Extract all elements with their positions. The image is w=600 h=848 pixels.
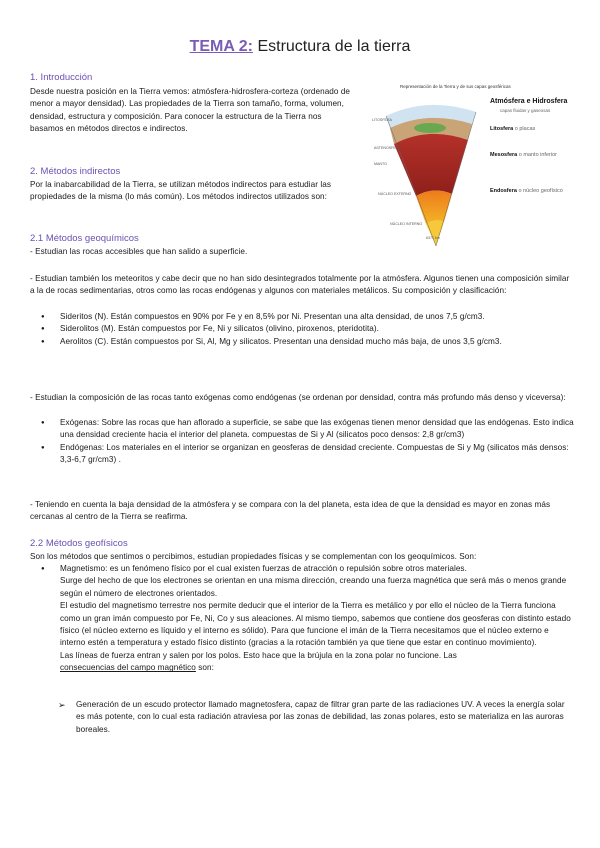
earth-wedge-illustration xyxy=(368,90,488,252)
geophys-paragraph-1: Son los métodos que sentimos o percibimos, estudian propiedades físicas y se complementan con los geoquímicos. Son: xyxy=(30,552,477,561)
label-litosfera-small: LITOSFERA xyxy=(372,118,392,122)
label-radius-small: 6371 km xyxy=(426,236,440,240)
magnetism-line-1: ● Magnetismo: es un fenómeno físico por el cual existen fuerzas de atracción o repulsión sobre otros materiales. xyxy=(60,564,467,573)
section-heading-indirect: 2. Métodos indirectos xyxy=(30,166,121,177)
inner-core-layer xyxy=(426,220,444,246)
geophys-list xyxy=(30,563,575,675)
geochem-paragraph-1: - Estudian las rocas accesibles que han salido a superficie. xyxy=(30,247,248,256)
list-item: ➢ Generación de un escudo protector llamado magnetosfera, capaz de filtrar gran parte de las radiaciones UV. A veces la energía solar es más potente, con lo cual esta radiación atraviesa por las zonas de debilidad, las zonas polares, esto se materializa en las auroras boreales. xyxy=(30,699,575,736)
magnetism-line-3: El estudio del magnetismo terrestre nos permite deducir que el interior de la Tierra es metálico y por ello el núcleo de la Tierra funciona como un gran imán compuesto por Fe, Ni, Co y sus aleaciones. Al mismo tiempo, sabemos que contiene dos geosferas con distinto estado físico (el núcleo externo es líquido y el interno es sólido). Para que funcione el imán de la Tierra necesitamos que el núcleo externo e interno estén a temperatura y estado físico distinto (gracias a la rotación también ya que tiene que estar en continuo movimiento). xyxy=(60,601,571,648)
label-litosfera: Litosfera o placas xyxy=(490,126,536,132)
list-item: ● Exógenas: Sobre las rocas que han aflorado a superficie, se sabe que las exógenas tienen menor densidad que las endógenas. Esto indica una densidad creciente hacia el interior del planeta. compuestas de Si y Al (silicatos poco densos: 2,8 gr/cm3) xyxy=(30,417,575,442)
list-item: ● Sideritos (N). Están compuestos en 90% por Fe y en 8,5% por Ni. Presentan una alta densidad, de unos 7,5 g/cm3. xyxy=(30,311,575,323)
label-endosfera: Endosfera o núcleo geofísico xyxy=(490,188,563,194)
geochem-paragraph-4: - Teniendo en cuenta la baja densidad de la atmósfera y se compara con la del planeta, esta idea de que la densidad es mayor en zonas más cercanas al centro de la Tierra se reafirma. xyxy=(30,500,551,522)
continent-shape xyxy=(414,123,446,133)
list-item: ● Siderolitos (M). Están compuestos por Fe, Ni y silicatos (olivino, piroxenos, pteridotita). xyxy=(30,323,575,335)
list-item: ● Aerolitos (C). Están compuestos por Si, Al, Mg y silicatos. Presentan una densidad mucho más baja, de unos 3,5 g/cm3. xyxy=(30,336,575,348)
figure-caption: Representación de la Tierra y de sus capas geosféricas xyxy=(400,84,511,89)
label-mesosfera: Mesosfera o manto inferior xyxy=(490,152,557,158)
meteorite-list xyxy=(30,311,575,348)
section-heading-geophys: 2.2 Métodos geofísicos xyxy=(30,538,128,549)
earth-structure-figure xyxy=(368,84,578,246)
section-heading-intro: 1. Introducción xyxy=(30,72,93,83)
label-manto-small: MANTO xyxy=(374,162,387,166)
indirect-paragraph: Por la inabarcabilidad de la Tierra, se utilizan métodos indirectos para estudiar las propiedades de la misma (lo más común). Los métodos indirectos utilizados son: xyxy=(30,180,331,202)
rock-list xyxy=(30,417,575,467)
outer-core-layer xyxy=(416,190,452,224)
consequences-underlined: consecuencias del campo magnético xyxy=(60,663,196,673)
geochem-paragraph-3: - Estudian la composición de las rocas tanto exógenas como endógenas (se ordenan por densidad, contra más profundo más denso y viceversa): xyxy=(30,393,566,402)
title-prefix: TEMA 2: xyxy=(189,38,253,55)
label-astenosfera-small: ASTENOSFERA xyxy=(374,146,401,150)
mantle-layer xyxy=(394,134,468,196)
label-outer-core-small: NÚCLEO EXTERNO xyxy=(378,192,412,196)
list-item: ● Endógenas: Los materiales en el interior se organizan en geosferas de densidad creciente. Compuestas de Si y Mg (silicatos más densos: 3,3-6,7 gr/cm3) . xyxy=(30,442,575,467)
magnetism-line-2: Surge del hecho de que los electrones se orientan en una misma dirección, creando una fuerza magnética que será más o menos grande según el número de electrones orientados. xyxy=(60,576,567,598)
section-heading-geochem: 2.1 Métodos geoquímicos xyxy=(30,233,139,244)
consequences-list xyxy=(30,699,575,736)
geochem-paragraph-2: - Estudian también los meteoritos y cabe decir que no han sido desintegrados totalmente por la atmósfera. Algunos tienen una composición similar a la de rocas sedimentarias, otros como las rocas endógenas y algunos con materiales metálicos. Su composición y clasificación: xyxy=(30,274,570,296)
title-rest: Estructura de la tierra xyxy=(253,38,411,55)
note-atmosfera: capas fluidas y gaseosas xyxy=(500,108,551,113)
label-inner-core-small: NÚCLEO INTERNO xyxy=(390,222,423,226)
page-title xyxy=(0,38,600,56)
intro-paragraph: Desde nuestra posición en la Tierra vemos: atmósfera-hidrosfera-corteza (ordenado de menor a mayor densidad). Las propiedades de la Tierra son tamaño, forma, volumen, densidad, estructura y composición. Para conocer la estructura de la Tierra nos basamos en métodos directos e indirectos. xyxy=(30,87,351,134)
list-item-magnetism xyxy=(30,563,575,675)
magnetism-line-4: Las líneas de fuerza entran y salen por los polos. Esto hace que la brújula en la zona polar no funcione. Las consecuencias del campo magnético son: xyxy=(60,650,457,673)
label-atmosfera: Atmósfera e Hidrosfera xyxy=(490,98,568,105)
